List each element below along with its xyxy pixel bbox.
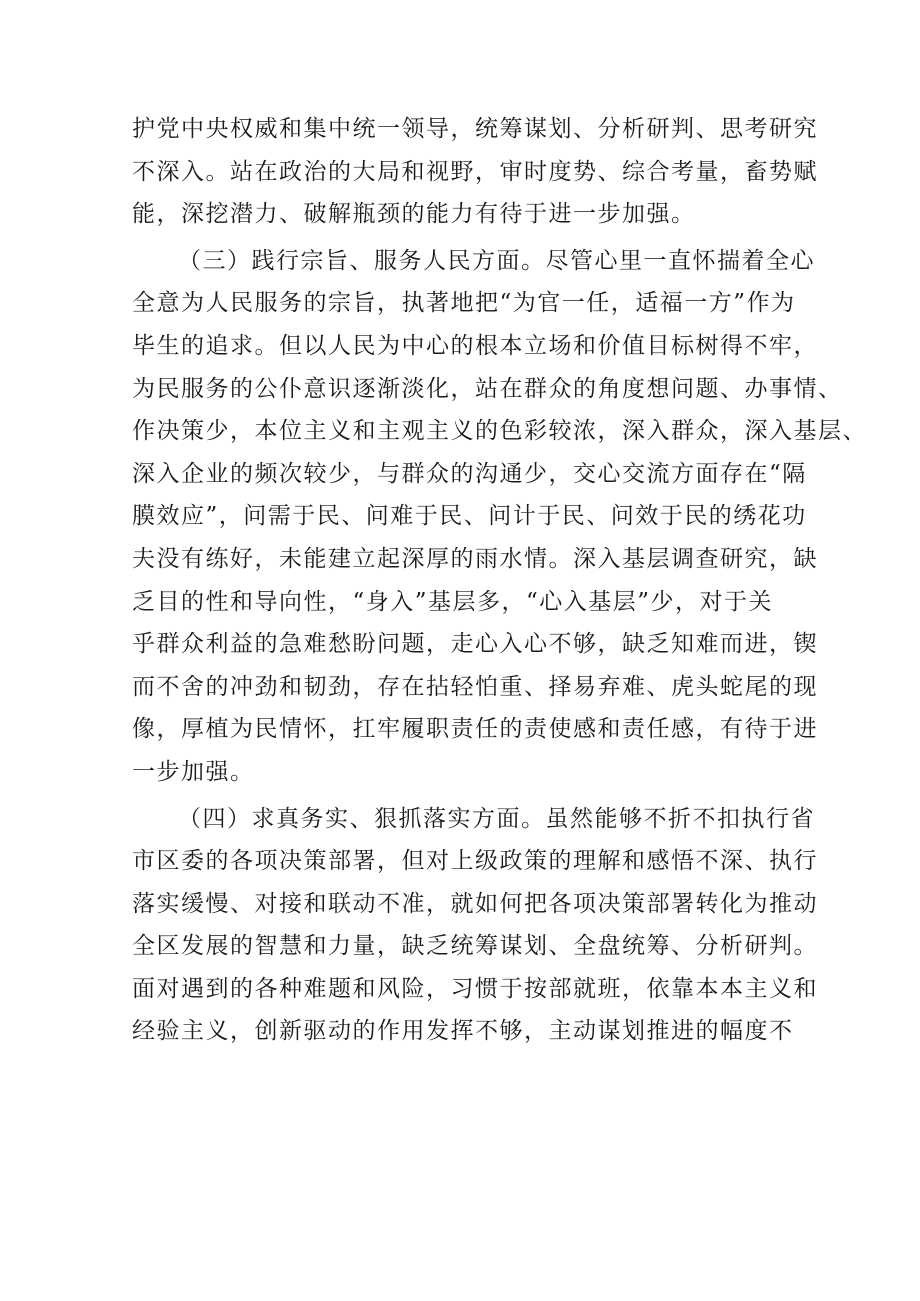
text-line: 经验主义，创新驱动的作用发挥不够，主动谋划推进的幅度不: [132, 1018, 794, 1045]
paragraph-first-line: （三）践行宗旨、服务人民方面。尽管心里一直怀揣着全心: [178, 247, 815, 274]
text-line: 不深入。站在政治的大局和视野，审时度势、综合考量，畜势赋: [132, 158, 818, 185]
paragraph-first-line: （四）求真务实、狠抓落实方面。虽然能够不折不扣执行省: [178, 805, 815, 832]
text-line: 夫没有练好，未能建立起深厚的雨水情。深入基层调查研究，缺: [132, 545, 818, 572]
text-line: 作决策少，本位主义和主观主义的色彩较浓，深入群众，深入基层、: [132, 418, 867, 445]
text-line: 全意为人民服务的宗旨，执著地把“为官一任，适福一方”作为: [132, 290, 796, 317]
text-line: 膜效应”，问需于民、问难于民、问计于民、问效于民的绣花功: [132, 503, 807, 530]
text-line: 一步加强。: [132, 758, 255, 785]
text-line: 乏目的性和导向性，“身入”基层多，“心入基层”少，对于关: [132, 588, 774, 615]
text-line: 而不舍的冲劲和韧劲，存在拈轻怕重、择易弃难、虎头蛇尾的现: [132, 673, 818, 700]
text-line: 能，深挖潜力、破解瓶颈的能力有待于进一步加强。: [132, 201, 696, 228]
text-line: 护党中央权威和集中统一领导，统筹谋划、分析研判、思考研究: [132, 116, 818, 142]
text-line: 乎群众利益的急难愁盼问题，走心入心不够，缺乏知难而进，锲: [132, 631, 818, 658]
text-line: 落实缓慢、对接和联动不准，就如何把各项决策部署转化为推动: [132, 890, 818, 917]
text-line: 毕生的追求。但以人民为中心的根本立场和价值目标树得不牢，: [132, 332, 818, 359]
text-line: 深入企业的频次较少，与群众的沟通少，交心交流方面存在“隔: [132, 460, 807, 487]
text-line: 像，厚植为民情怀，扛牢履职责任的责使感和责任感，有待于进: [132, 716, 818, 743]
document-body: [132, 108, 867, 1053]
text-line: 为民服务的公仆意识逐渐淡化，站在群众的角度想问题、办事情、: [132, 375, 843, 402]
text-line: 全区发展的智慧和力量，缺乏统筹谋划、全盘统筹、分析研判。: [132, 933, 818, 960]
text-line: 面对遇到的各种难题和风险，习惯于按部就班，依靠本本主义和: [132, 975, 818, 1002]
text-line: 市区委的各项决策部署，但对上级政策的理解和感悟不深、执行: [132, 848, 818, 875]
